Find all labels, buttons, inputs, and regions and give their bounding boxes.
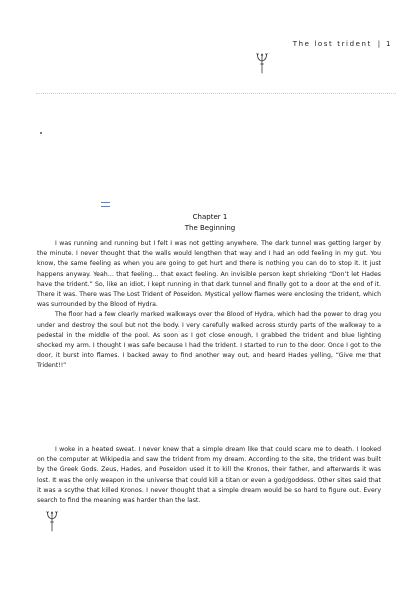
paragraph: I woke in a heated sweat. I never knew that a simple dream like that could scare me to death. I looked on the computer at Wikipedia and saw the trident from my dream. According to the site, the trident was built by the Greek Gods. Zeus, Hades, and Poseidon used it to kill the Kronos, their father, and afterwards it was lost. It was the only weapon in the universe that could kill a titan or even a god/goddess. Other sites said that it was a scythe that killed Kronos. I never thought that a simple dream would be so hard to figure out. Every search to find the meaning was harder than the last. <box>37 446 381 505</box>
margin-dot <box>40 132 42 134</box>
trident-icon <box>256 52 268 74</box>
chapter-body <box>37 239 381 372</box>
page-number: 1 <box>385 40 392 48</box>
chapter-title: The Beginning <box>184 224 236 232</box>
paragraph: The floor had a few clearly marked walkways over the Blood of Hydra, which had the power to drag you under and destroy the soul but not the body. I very carefully walked across sturdy parts of the walkway to a pedestal in the middle of the pool. As soon as I got close enough, I grabbed the trident and blue lighting shocked my arm. I thought I was safe because I had the trident. I started to run to the door. Once I got to the door, it burst into flames. I backed away to find another way out, and heard Hades yelling, “Give me that Trident!!” <box>37 311 381 370</box>
running-header <box>293 40 392 48</box>
chapter-number: Chapter 1 <box>192 213 228 221</box>
header-separator: | <box>377 40 381 48</box>
trident-icon <box>46 510 58 532</box>
chapter-body-continued <box>37 445 381 506</box>
paragraph: I was running and running but I felt I was not getting anywhere. The dark tunnel was getting larger by the minute. I never thought that the walls would lengthen that way and I had an odd feeling in my gut. You know, the same feeling as when you are going to get hurt and there is nothing you can do to stop it. It just happens anyway. Yeah… that feeling… that exact feeling. An invisible person kept shrieking “Don’t let Hades have the trident.” So, like an idiot, I kept running in that dark tunnel and finally got to a door at the end of it. There it was. There was The Lost Trident of Poseidon. Mystical yellow flames were enclosing the trident, which was surrounded by the Blood of Hydra. <box>37 240 381 309</box>
header-divider <box>36 93 396 94</box>
header-title: The lost trident <box>292 40 372 48</box>
anchor-mark <box>101 202 110 207</box>
